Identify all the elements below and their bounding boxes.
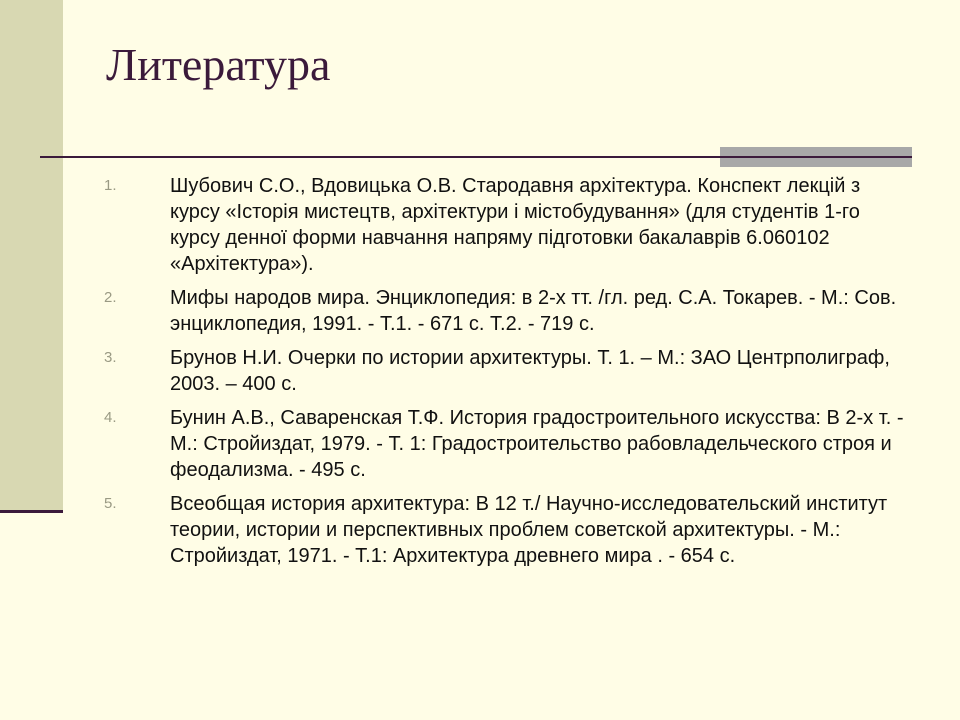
reference-item-5 bbox=[104, 491, 914, 569]
reference-text: Всеобщая история архитектура: В 12 т./ Научно-исследовательский институт теории, истории и перспективных проблем советской архитектуры. - М.: Стройиздат, 1971. - Т.1: Архитектура древнего мира . - 654 с. bbox=[170, 493, 888, 567]
reference-text: Бунин А.В., Саваренская Т.Ф. История градостроительного искусства: В 2-х т. - М.: Стройиздат, 1979. - Т. 1: Градостроительство рабовладельческого строя и феодализма. - 495 с. bbox=[170, 407, 904, 481]
reference-text: Брунов Н.И. Очерки по истории архитектуры. Т. 1. – М.: ЗАО Центрполиграф, 2003. – 400 с. bbox=[170, 347, 890, 395]
left-band-underline bbox=[0, 510, 63, 513]
reference-item-4 bbox=[104, 405, 914, 483]
reference-number: 2. bbox=[104, 289, 117, 306]
reference-text: Мифы народов мира. Энциклопедия: в 2-х тт. /гл. ред. С.А. Токарев. - М.: Сов. энциклопедия, 1991. - Т.1. - 671 с. Т.2. - 719 с. bbox=[170, 287, 897, 335]
reference-number: 5. bbox=[104, 495, 117, 512]
reference-text: Шубович С.О., Вдовицька О.В. Стародавня архітектура. Конспект лекцій з курсу «Історія мистецтв, архітектури і містобудування» (для студентів 1-го курсу денної форми навчання напряму підготовки бакалаврів 6.060102 «Архітектура»). bbox=[170, 175, 861, 275]
reference-item-1 bbox=[104, 173, 914, 277]
reference-list bbox=[104, 173, 914, 577]
title-divider-accent bbox=[720, 147, 912, 167]
reference-number: 1. bbox=[104, 177, 117, 194]
left-decorative-band bbox=[0, 0, 63, 512]
reference-number: 4. bbox=[104, 409, 117, 426]
reference-item-3 bbox=[104, 345, 914, 397]
reference-number: 3. bbox=[104, 349, 117, 366]
slide-title: Литература bbox=[106, 39, 331, 90]
reference-item-2 bbox=[104, 285, 914, 337]
